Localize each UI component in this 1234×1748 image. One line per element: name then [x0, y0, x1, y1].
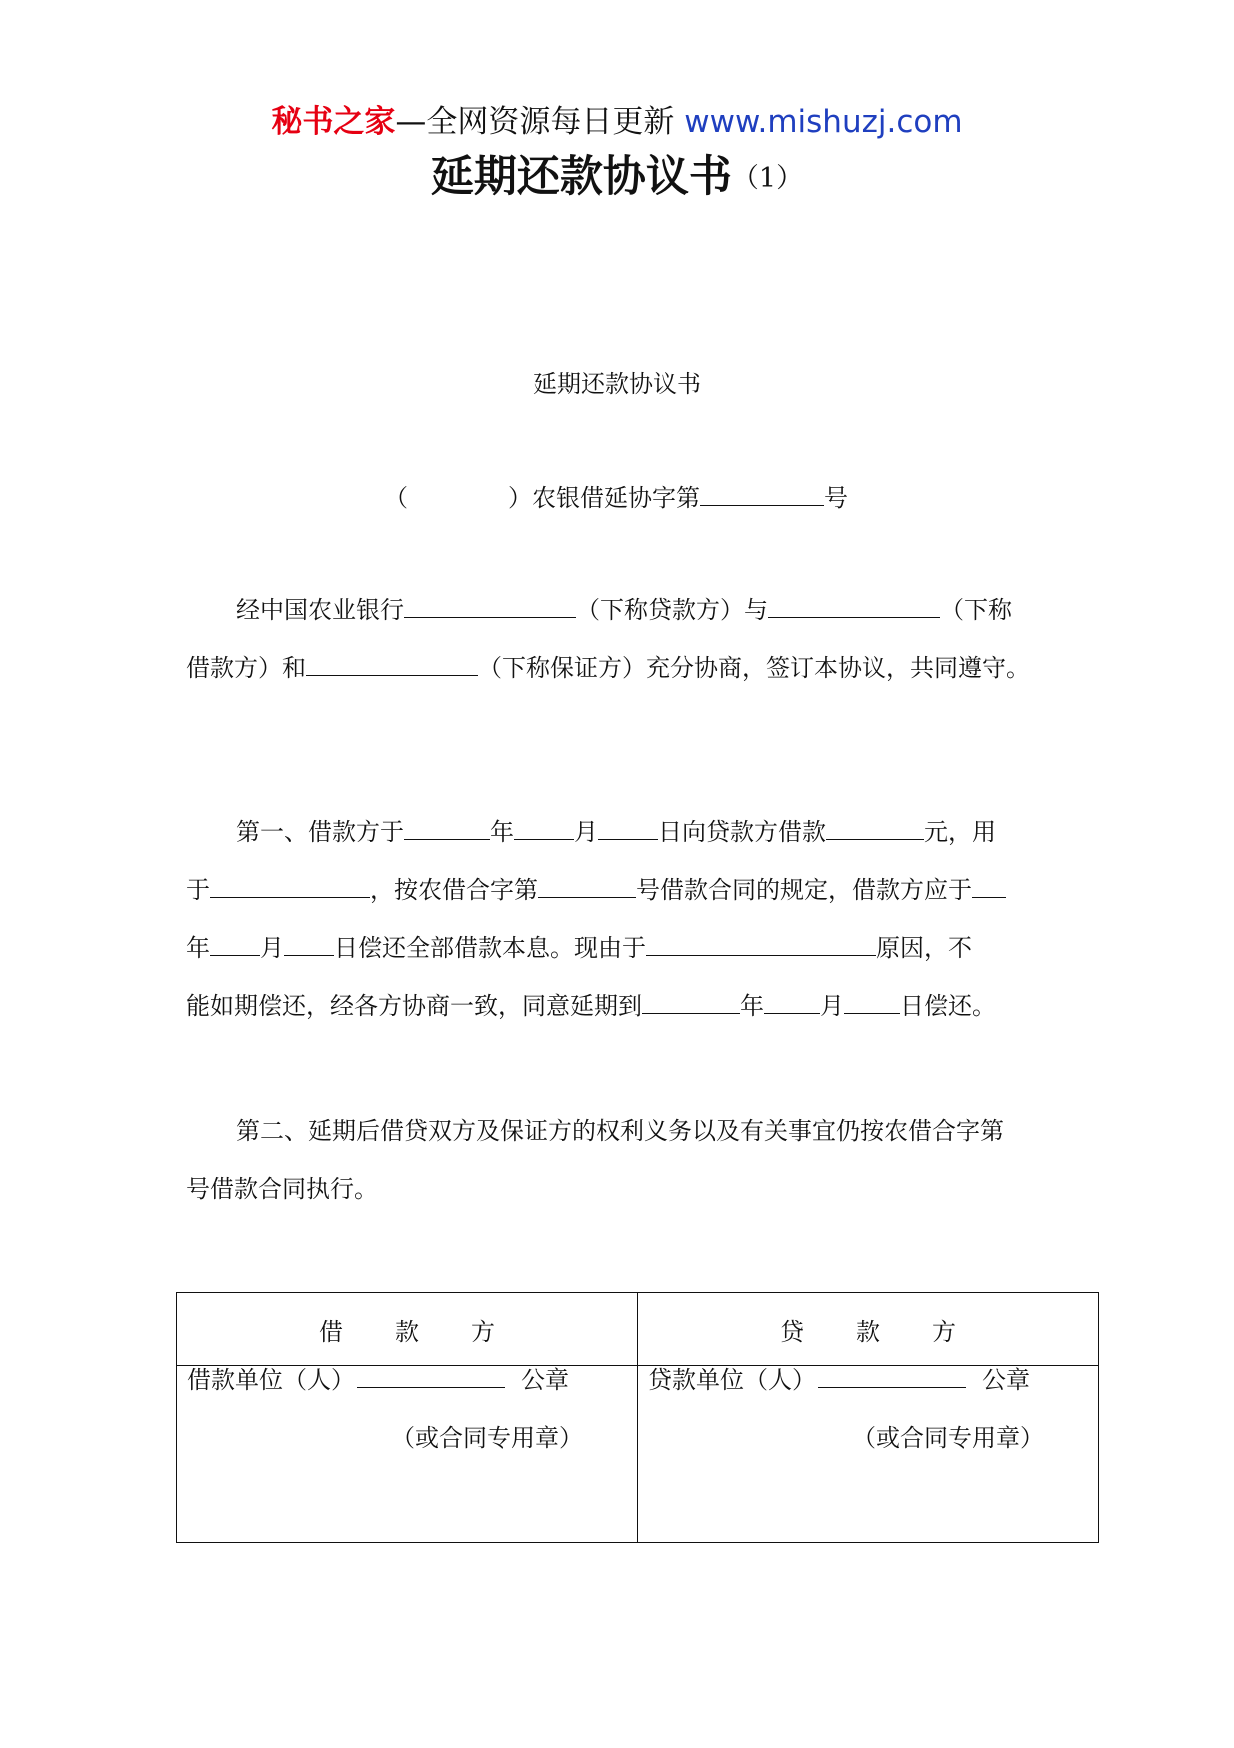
- article-text: 年: [740, 992, 764, 1020]
- page-title: [0, 150, 1234, 206]
- borrower-header-cell: [177, 1293, 638, 1366]
- delay-reason-blank: [646, 933, 876, 956]
- article1-line-1: [236, 816, 996, 848]
- intro-text: 借款方）和: [186, 654, 306, 682]
- lender-sign-cell: [638, 1366, 1099, 1543]
- lender-unit-blank: [818, 1365, 966, 1388]
- loan-year-blank: [404, 817, 490, 840]
- banner-brand: 秘书之家: [271, 104, 396, 140]
- lender-header-char: 贷: [780, 1317, 804, 1346]
- due-year-blank: [972, 875, 1006, 898]
- borrower-sign-cell: [177, 1366, 638, 1543]
- site-banner: [0, 102, 1234, 142]
- lender-seal-note: （或合同专用章）: [852, 1424, 1044, 1452]
- article2-line-1: 第二、延期后借贷双方及保证方的权利义务以及有关事宜仍按农借合字第: [236, 1117, 1004, 1145]
- borrower-unit-label: 借款单位（人）: [187, 1366, 355, 1394]
- ref-text: ）农银借延协字第: [508, 484, 700, 512]
- ref-number-blank: [700, 483, 824, 506]
- loan-amount-blank: [826, 817, 924, 840]
- borrower-header-char: 款: [395, 1317, 419, 1346]
- borrower-seal-note: （或合同专用章）: [391, 1424, 583, 1452]
- article-text: 号借款合同的规定，借款方应于: [636, 876, 972, 904]
- article-text: 月: [574, 818, 598, 846]
- lender-header-char: 款: [856, 1317, 880, 1346]
- article-text: 第一、借款方于: [236, 818, 404, 846]
- lender-branch-blank: [404, 595, 576, 618]
- due-month-blank: [210, 933, 260, 956]
- due-day-blank: [284, 933, 334, 956]
- lender-unit-line: [648, 1364, 1030, 1396]
- article-text: 日偿还全部借款本息。现由于: [334, 934, 646, 962]
- lender-header-char: 方: [932, 1317, 956, 1346]
- extended-month-blank: [764, 991, 820, 1014]
- intro-text: （下称: [940, 596, 1012, 624]
- article-text: 于: [186, 876, 210, 904]
- banner-url-link[interactable]: www.mishuzj.com: [674, 104, 963, 140]
- article-text: 年: [186, 934, 210, 962]
- article-text: ，按农借合字第: [370, 876, 538, 904]
- article-text: 日向贷款方借款: [658, 818, 826, 846]
- banner-tagline: —全网资源每日更新: [395, 104, 675, 140]
- reference-number-line: [384, 482, 848, 514]
- borrower-seal-label: 公章: [521, 1366, 569, 1394]
- borrower-header-char: 借: [319, 1317, 343, 1346]
- title-number: （1）: [731, 163, 804, 194]
- lender-unit-label: 贷款单位（人）: [648, 1366, 816, 1394]
- lender-seal-label: 公章: [982, 1366, 1030, 1394]
- article2-line-2: 号借款合同执行。: [186, 1175, 378, 1203]
- signature-table: [176, 1292, 1099, 1543]
- borrower-name-blank: [768, 595, 940, 618]
- doc-subtitle: 延期还款协议书: [533, 370, 701, 398]
- article1-line-3: [186, 932, 972, 964]
- intro-text: （下称保证方）充分协商，签订本协议，共同遵守。: [478, 654, 1030, 682]
- intro-text: （下称贷款方）与: [576, 596, 768, 624]
- article-text: 月: [260, 934, 284, 962]
- title-main: 延期还款协议书: [430, 152, 732, 202]
- intro-text: 经中国农业银行: [236, 596, 404, 624]
- loan-day-blank: [598, 817, 658, 840]
- extended-year-blank: [642, 991, 740, 1014]
- intro-line-2: [186, 652, 1030, 684]
- lender-header-cell: [638, 1293, 1099, 1366]
- article-text: 能如期偿还，经各方协商一致，同意延期到: [186, 992, 642, 1020]
- contract-number-blank: [538, 875, 636, 898]
- article1-line-4: [186, 990, 996, 1022]
- article-text: 日偿还。: [900, 992, 996, 1020]
- ref-close: 号: [824, 484, 848, 512]
- intro-line-1: [236, 594, 1012, 626]
- borrower-unit-line: [187, 1364, 569, 1396]
- extended-day-blank: [844, 991, 900, 1014]
- article1-line-2: [186, 874, 1006, 906]
- article-text: 原因，不: [876, 934, 972, 962]
- article-text: 月: [820, 992, 844, 1020]
- ref-open: （: [384, 484, 408, 512]
- guarantor-name-blank: [306, 653, 478, 676]
- article-text: 元，用: [924, 818, 996, 846]
- borrower-unit-blank: [357, 1365, 505, 1388]
- loan-purpose-blank: [210, 875, 370, 898]
- borrower-header-char: 方: [471, 1317, 495, 1346]
- article-text: 年: [490, 818, 514, 846]
- loan-month-blank: [514, 817, 574, 840]
